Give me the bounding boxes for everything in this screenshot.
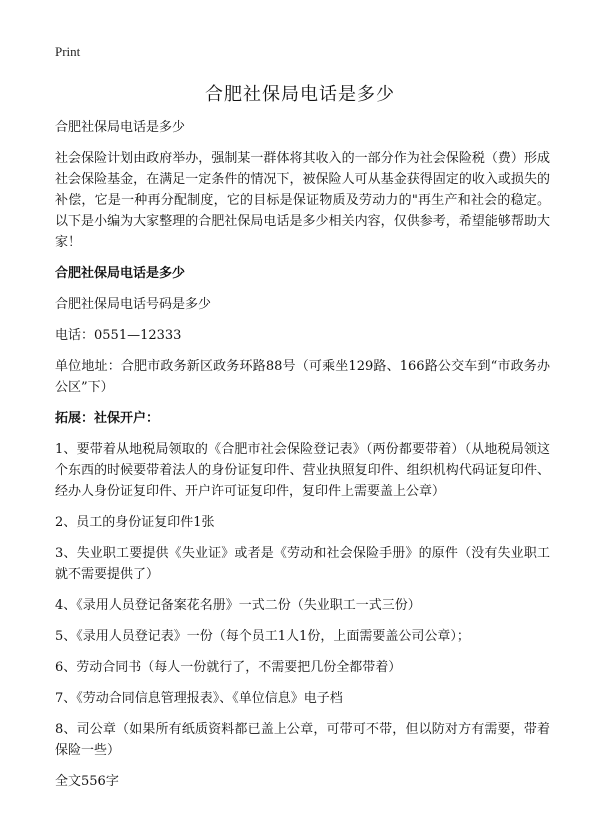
list-item: 1、要带着从地税局领取的《合肥市社会保险登记表》（两份都要带着）（从地税局领这个东西的时候要带着法人的身份证复印件、营业执照复印件、组织机构代码证复印件、经办人身份证复印件、开户许可证复印件，复印件上需要盖上公章）	[55, 442, 550, 499]
list-item: 8、司公章（如果所有纸质资料都已盖上公章，可带可不带，但以防对方有需要，带着保险一些）	[55, 722, 550, 758]
list-item: 2、员工的身份证复印件1张	[55, 515, 215, 530]
address: 单位地址：合肥市政务新区政务环路88号（可乘坐129路、166路公交车到“市政务办公区”下）	[55, 359, 550, 395]
section-heading: 合肥社保局电话是多少	[55, 266, 186, 281]
list-item: 4、《录用人员登记备案花名册》一式二份（失业职工一式三份）	[55, 598, 421, 613]
list-item: 7、《劳动合同信息管理报表》、《单位信息》电子档	[55, 691, 343, 706]
phone-number: 电话：0551—12333	[55, 328, 182, 343]
word-count: 全文556字	[55, 774, 119, 789]
list-item: 5、《录用人员登记表》一份（每个员工1人1份，上面需要盖公司公章）；	[55, 629, 470, 644]
article-paragraph: 社会保险计划由政府举办，强制某一群体将其收入的一部分作为社会保险税（费）形成社会保险基金，在满足一定条件的情况下，被保险人可从基金获得固定的收入或损失的补偿，它是一种再分配制度，它的目标是保证物质及劳动力的"再生产和社会的稳定。以下是小编为大家整理的合肥社保局电话是多少相关内容，仅供参考，希望能够帮助大家！	[55, 151, 550, 250]
article-body	[55, 117, 550, 792]
article-paragraph: 合肥社保局电话号码是多少	[55, 297, 212, 312]
requirements-list	[55, 439, 550, 761]
list-item: 3、失业职工要提供《失业证》或者是《劳动和社会保险手册》的原件（没有失业职工就不需要提供了）	[55, 546, 550, 582]
page-title: 合肥社保局电话是多少	[205, 84, 395, 105]
print-link[interactable]: Print	[55, 44, 81, 59]
article-paragraph: 合肥社保局电话是多少	[55, 120, 186, 135]
section-heading: 拓展：社保开户：	[55, 411, 160, 426]
list-item: 6、劳动合同书（每人一份就行了，不需要把几份全都带着）	[55, 660, 402, 675]
